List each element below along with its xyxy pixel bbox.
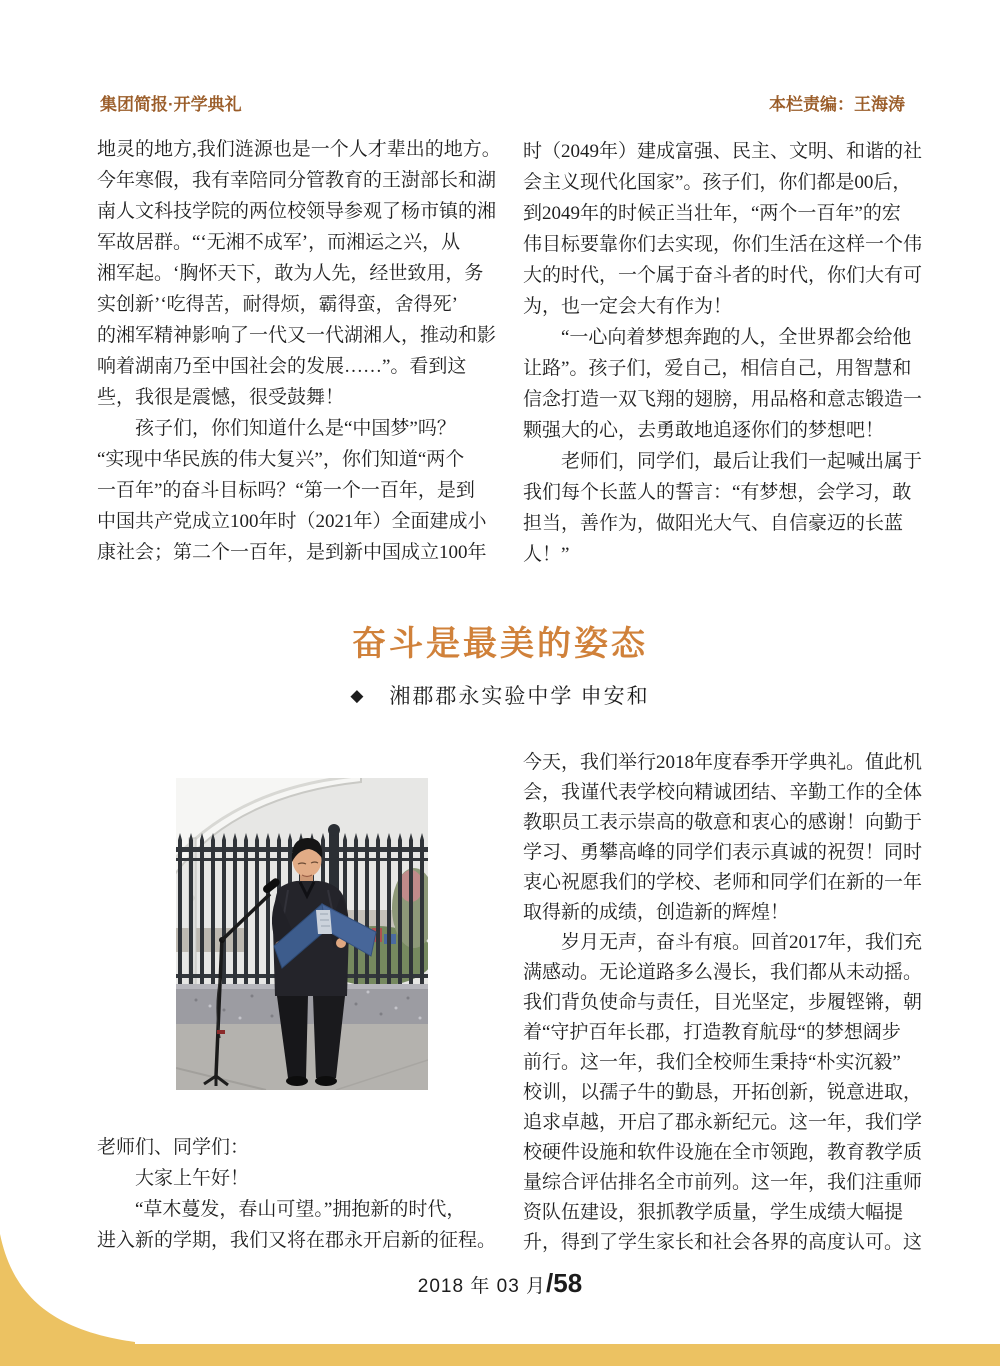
text-line: 颗强大的心，去勇敢地追逐你们的梦想吧！ — [523, 420, 885, 441]
text-line: 南人文科技学院的两位校领导参观了杨市镇的湘 — [97, 201, 497, 222]
text-line: 校训，以孺子牛的勤恳，开拓创新，锐意进取， — [523, 1082, 923, 1103]
text-line: 中国共产党成立100年时（2021年）全面建成小 — [97, 511, 487, 532]
page-footer — [0, 1268, 1000, 1299]
text-line: 的湘军精神影响了一代又一代湖湘人，推动和影 — [97, 325, 497, 346]
byline-text: 湘郡郡永实验中学 申安和 — [389, 684, 650, 708]
text-line: 孩子们，你们知道什么是“中国梦”吗？ — [97, 418, 456, 439]
text-line: 前行。这一年，我们全校师生秉持“朴实沉毅” — [523, 1052, 901, 1073]
photo-shoes — [286, 1076, 308, 1086]
text-line: 进入新的学期，我们又将在郡永开启新的征程。 — [97, 1230, 497, 1251]
speaker-photo — [176, 778, 428, 1090]
footer-page-number: /58 — [546, 1268, 583, 1298]
footer-yellow-band — [0, 1344, 1000, 1366]
text-line: 会主义现代化国家”。孩子们，你们都是00后， — [523, 172, 912, 193]
footer-date: 2018 年 03 月 — [417, 1276, 547, 1297]
running-header — [100, 90, 905, 116]
text-line: 追求卓越，开启了郡永新纪元。这一年，我们学 — [523, 1112, 923, 1133]
text-line: “一心向着梦想奔跑的人，全世界都会给他 — [523, 327, 912, 348]
text-line: 量综合评估排名全市前列。这一年，我们注重师 — [523, 1172, 923, 1193]
article2-byline — [0, 680, 1000, 710]
text-line: 为，也一定会大有作为！ — [523, 296, 733, 317]
text-line: 升，得到了学生家长和社会各界的高度认可。这 — [523, 1232, 923, 1253]
text-line: 信念打造一双飞翔的翅膀，用品格和意志锻造一 — [523, 389, 923, 410]
article2-right-column — [523, 748, 923, 1258]
article1-right-column — [523, 136, 923, 570]
header-section-title: 集团简报·开学典礼 — [100, 95, 242, 114]
text-line: 湘军起。‘胸怀天下，敢为人先，经世致用，务 — [97, 263, 484, 284]
text-line: 一百年”的奋斗目标吗？“第一个一百年，是到 — [97, 480, 475, 501]
text-line: 些，我很是震憾，很受鼓舞！ — [97, 387, 345, 408]
article1-left-column — [97, 134, 501, 568]
text-line: 校硬件设施和软件设施在全市领跑，教育教学质 — [523, 1142, 923, 1163]
text-line: 伟目标要靠你们去实现，你们生活在这样一个伟 — [523, 234, 923, 255]
article2-left-column — [97, 1132, 497, 1256]
text-line: 满感动。无论道路多么漫长，我们都从未动摇。 — [523, 962, 923, 983]
text-line: 让路”。孩子们，爱自己，相信自己，用智慧和 — [523, 358, 912, 379]
photo-illustration — [176, 778, 428, 1090]
text-line: 会，我谨代表学校向精诚团结、辛勤工作的全体 — [523, 782, 923, 803]
text-line: 实创新’‘吃得苦，耐得烦，霸得蛮，舍得死’ — [97, 294, 458, 315]
text-line: 我们每个长蓝人的誓言：“有梦想，会学习，敢 — [523, 482, 912, 503]
text-line: 资队伍建设，狠抓教学质量，学生成绩大幅提 — [523, 1202, 904, 1223]
text-line: 学习、勇攀高峰的同学们表示真诚的祝贺！同时 — [523, 842, 923, 863]
diamond-bullet-icon: ◆ — [350, 686, 364, 705]
text-line: 大家上午好！ — [97, 1168, 250, 1189]
text-line: 康社会；第二个一百年，是到新中国成立100年 — [97, 542, 487, 563]
text-line: 岁月无声，奋斗有痕。回首2017年，我们充 — [523, 932, 923, 953]
text-line: 老师们、同学们： — [97, 1137, 250, 1158]
text-line: 人！” — [523, 544, 570, 565]
text-line: “实现中华民族的伟大复兴”，你们知道“两个 — [97, 449, 465, 470]
text-line: 大的时代，一个属于奋斗者的时代，你们大有可 — [523, 265, 923, 286]
text-line: 今年寒假，我有幸陪同分管教育的王澍部长和湖 — [97, 170, 497, 191]
article2-title: 奋斗是最美的姿态 — [352, 626, 648, 663]
header-editor-credit: 本栏责编：王海涛 — [769, 95, 905, 114]
text-line: 教职员工表示崇高的敬意和衷心的感谢！向勤于 — [523, 812, 923, 833]
text-line: 军故居群。“‘无湘不成军’，而湘运之兴，从 — [97, 232, 461, 253]
text-line: 我们背负使命与责任，目光坚定，步履铿锵，朝 — [523, 992, 923, 1013]
text-line: 老师们，同学们，最后让我们一起喊出属于 — [523, 451, 923, 472]
text-line: 取得新的成绩，创造新的辉煌！ — [523, 902, 790, 923]
text-line: 着“守护百年长郡，打造教育航母“的梦想阔步 — [523, 1022, 901, 1043]
text-line: 响着湖南乃至中国社会的发展……”。看到这 — [97, 356, 467, 377]
text-line: 今天，我们举行2018年度春季开学典礼。值此机 — [523, 752, 923, 773]
text-line: 担当，善作为，做阳光大气、自信豪迈的长蓝 — [523, 513, 904, 534]
text-line: 衷心祝愿我们的学校、老师和同学们在新的一年 — [523, 872, 923, 893]
text-line: 时（2049年）建成富强、民主、文明、和谐的社 — [523, 141, 923, 162]
text-line: 地灵的地方,我们涟源也是一个人才辈出的地方。 — [97, 139, 501, 160]
text-line: 到2049年的时候正当壮年，“两个一百年”的宏 — [523, 203, 901, 224]
text-line: “草木蔓发，春山可望。”拥抱新的时代， — [97, 1199, 466, 1220]
